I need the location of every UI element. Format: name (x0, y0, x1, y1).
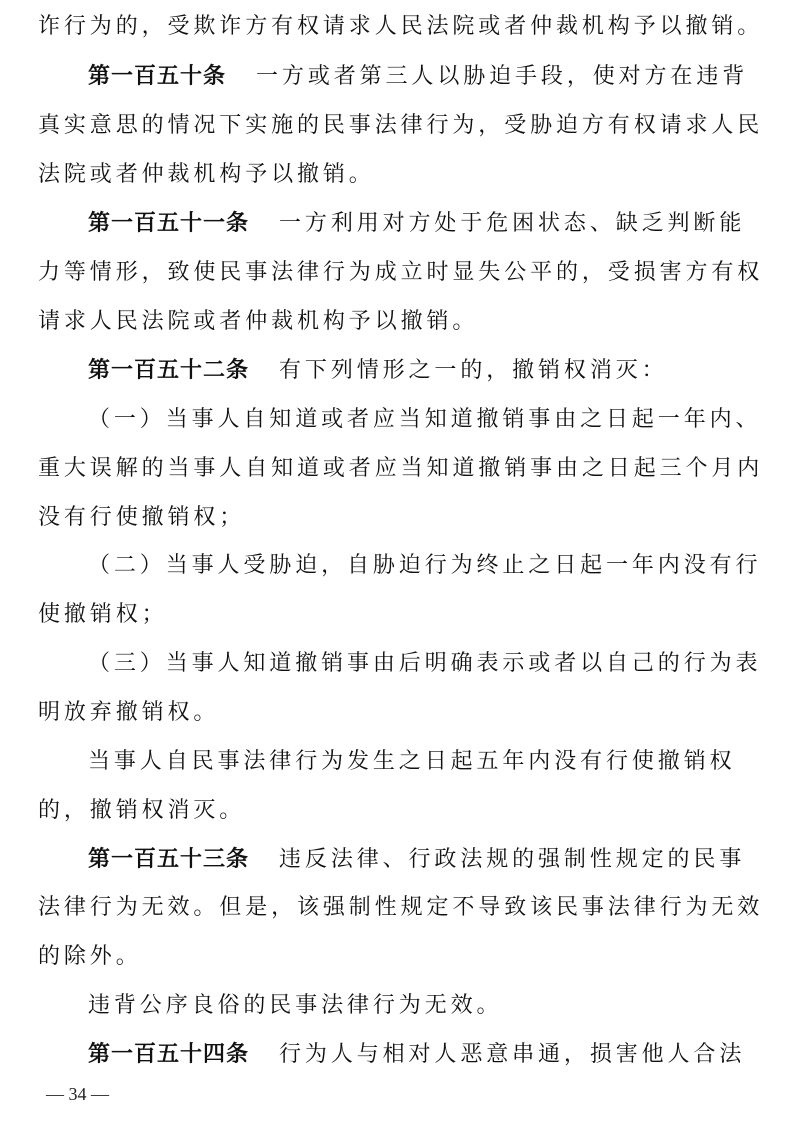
line-text: 的除外。 (38, 944, 142, 969)
line-text: 诈行为的，受欺诈方有权请求人民法院或者仲裁机构予以撤销。 (38, 14, 764, 39)
text-line (38, 796, 758, 826)
line-text: 请求人民法院或者仲裁机构予以撤销。 (38, 309, 479, 334)
line-text: （一）当事人自知道或者应当知道撤销事由之日起一年内、 (88, 407, 762, 432)
article-heading: 第一百五十四条 (88, 1042, 250, 1067)
article-heading: 第一百五十一条 (88, 211, 250, 236)
article-152 (88, 356, 758, 386)
article-154 (88, 1040, 758, 1070)
article-153 (88, 845, 758, 875)
line-text: 法律行为无效。但是，该强制性规定不导致该民事法律行为无效 (38, 895, 764, 920)
article-heading: 第一百五十二条 (88, 358, 250, 383)
text-line (38, 698, 758, 728)
text-line (88, 747, 758, 777)
line-text: 的，撤销权消灭。 (38, 798, 246, 823)
text-line (38, 600, 758, 630)
text-line (88, 991, 758, 1021)
line-text: 一方或者第三人以胁迫手段，使对方在违背 (256, 64, 749, 89)
line-text: 当事人自民事法律行为发生之日起五年内没有行使撤销权 (88, 749, 736, 774)
line-text: 重大误解的当事人自知道或者应当知道撤销事由之日起三个月内 (38, 456, 764, 481)
line-text: （二）当事人受胁迫，自胁迫行为终止之日起一年内没有行 (88, 553, 762, 578)
line-text: 行为人与相对人恶意串通，损害他人合法 (279, 1042, 746, 1067)
line-text: 没有行使撤销权； (38, 505, 246, 530)
text-line (38, 160, 758, 190)
line-text: 有下列情形之一的，撤销权消灭： (279, 358, 668, 383)
article-150 (88, 62, 758, 92)
page-number: — 34 — (46, 1084, 109, 1104)
article-151 (88, 209, 758, 239)
line-text: 一方利用对方处于危困状态、缺乏判断能 (279, 211, 746, 236)
text-line (88, 551, 762, 581)
text-line (88, 405, 762, 435)
article-heading: 第一百五十三条 (88, 847, 250, 872)
text-line (38, 258, 764, 288)
line-text: 真实意思的情况下实施的民事法律行为，受胁迫方有权请求人民 (38, 113, 764, 138)
text-line (38, 307, 758, 337)
text-line (88, 649, 762, 679)
line-text: 违背公序良俗的民事法律行为无效。 (88, 993, 503, 1018)
text-line (38, 12, 764, 42)
line-text: 法院或者仲裁机构予以撤销。 (38, 162, 375, 187)
text-line (38, 454, 764, 484)
text-line (38, 503, 758, 533)
line-text: （三）当事人知道撤销事由后明确表示或者以自己的行为表 (88, 651, 762, 676)
line-text: 使撤销权； (38, 602, 168, 627)
line-text: 力等情形，致使民事法律行为成立时显失公平的，受损害方有权 (38, 260, 764, 285)
text-line (38, 893, 764, 923)
text-line (38, 111, 764, 141)
line-text: 违反法律、行政法规的强制性规定的民事 (279, 847, 746, 872)
article-heading: 第一百五十条 (88, 64, 227, 89)
line-text: 明放弃撤销权。 (38, 700, 220, 725)
text-line (38, 942, 758, 972)
